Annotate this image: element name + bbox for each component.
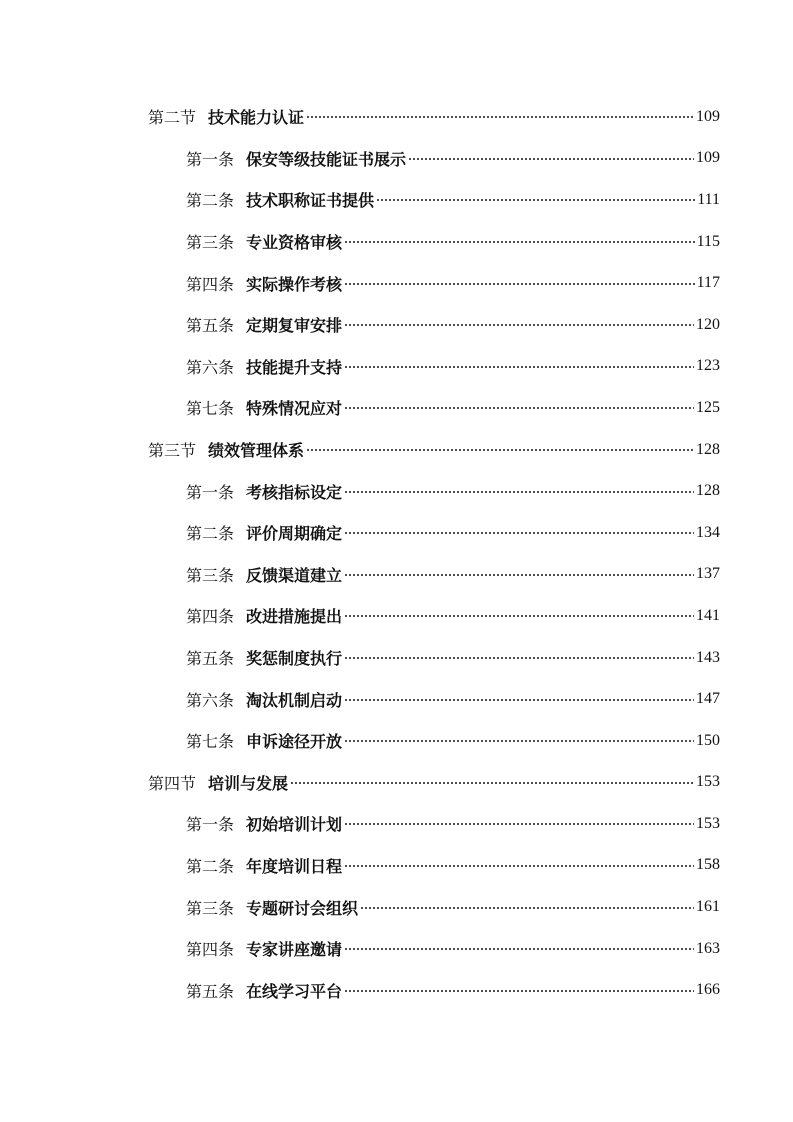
toc-entry-number: 第一条	[186, 482, 235, 502]
toc-entry-number: 第一条	[186, 815, 235, 835]
toc-entry-number: 第四节	[148, 773, 197, 793]
toc-entry-content	[186, 396, 720, 419]
toc-article-entry[interactable]	[0, 678, 793, 720]
toc-entry-content	[186, 896, 720, 919]
toc-section-entry[interactable]	[0, 96, 793, 138]
toc-entry-page-number: 137	[696, 565, 720, 583]
toc-entry-content	[186, 147, 720, 170]
toc-entry-title: 考核指标设定	[246, 482, 343, 502]
toc-entry-title: 淘汰机制启动	[246, 690, 343, 710]
dot-leader	[344, 241, 695, 243]
toc-article-entry[interactable]	[0, 554, 793, 596]
toc-entry-page-number: 147	[696, 690, 720, 708]
toc-entry-page-number: 111	[697, 190, 720, 208]
toc-entry-content	[186, 521, 720, 544]
toc-entry-number: 第四条	[186, 607, 235, 627]
toc-entry-title: 专题研讨会组织	[246, 898, 359, 918]
toc-section-entry[interactable]	[0, 762, 793, 804]
toc-entry-content	[186, 230, 720, 253]
dot-leader	[360, 907, 694, 909]
toc-article-entry[interactable]	[0, 803, 793, 845]
toc-entry-page-number: 123	[696, 357, 720, 375]
toc-entry-number: 第二条	[186, 191, 235, 211]
toc-entry-title: 特殊情况应对	[246, 399, 343, 419]
toc-entry-title: 在线学习平台	[246, 981, 343, 1001]
toc-article-entry[interactable]	[0, 346, 793, 388]
toc-entry-page-number: 115	[696, 232, 720, 250]
toc-entry-content	[186, 272, 720, 295]
dot-leader	[344, 574, 694, 576]
toc-entry-content	[148, 771, 720, 794]
toc-article-entry[interactable]	[0, 928, 793, 970]
dot-leader	[344, 324, 694, 326]
dot-leader	[306, 116, 694, 118]
toc-entry-page-number: 109	[696, 107, 720, 125]
toc-entry-title: 改进措施提出	[246, 607, 343, 627]
toc-section-entry[interactable]	[0, 429, 793, 471]
toc-entry-content	[186, 604, 720, 627]
toc-entry-number: 第七条	[186, 732, 235, 752]
toc-article-entry[interactable]	[0, 637, 793, 679]
toc-entry-page-number: 150	[696, 731, 720, 749]
toc-entry-content	[186, 729, 720, 752]
dot-leader	[344, 615, 694, 617]
toc-article-entry[interactable]	[0, 845, 793, 887]
toc-entry-title: 评价周期确定	[246, 524, 343, 544]
toc-entry-title: 培训与发展	[208, 773, 289, 793]
toc-entry-title: 初始培训计划	[246, 815, 343, 835]
toc-entry-content	[186, 480, 720, 503]
toc-entry-title: 反馈渠道建立	[246, 565, 343, 585]
dot-leader	[344, 366, 694, 368]
dot-leader	[344, 532, 694, 534]
toc-entry-page-number: 143	[696, 648, 720, 666]
toc-entry-page-number: 153	[696, 814, 720, 832]
toc-entry-content	[186, 646, 720, 669]
toc-entry-page-number: 117	[696, 274, 720, 292]
toc-entry-number: 第四条	[186, 274, 235, 294]
dot-leader	[344, 740, 694, 742]
toc-entry-page-number: 166	[696, 981, 720, 999]
toc-entry-title: 绩效管理体系	[208, 441, 305, 461]
toc-entry-content	[186, 313, 720, 336]
toc-entry-content	[186, 355, 720, 378]
dot-leader	[344, 283, 695, 285]
toc-entry-page-number: 163	[696, 939, 720, 957]
toc-article-entry[interactable]	[0, 969, 793, 1011]
toc-entry-title: 保安等级技能证书展示	[246, 149, 407, 169]
toc-entry-title: 专家讲座邀请	[246, 940, 343, 960]
dot-leader	[344, 865, 694, 867]
toc-article-entry[interactable]	[0, 886, 793, 928]
toc-entry-title: 专业资格审核	[246, 233, 343, 253]
toc-entry-number: 第五条	[186, 981, 235, 1001]
dot-leader	[344, 407, 694, 409]
toc-entry-title: 实际操作考核	[246, 274, 343, 294]
toc-article-entry[interactable]	[0, 387, 793, 429]
dot-leader	[408, 158, 694, 160]
toc-entry-title: 技术能力认证	[208, 108, 305, 128]
toc-article-entry[interactable]	[0, 512, 793, 554]
dot-leader	[344, 823, 694, 825]
toc-entry-number: 第三条	[186, 898, 235, 918]
toc-entry-page-number: 120	[696, 315, 720, 333]
toc-article-entry[interactable]	[0, 138, 793, 180]
toc-entry-content	[186, 937, 720, 960]
toc-entry-page-number: 158	[696, 856, 720, 874]
toc-article-entry[interactable]	[0, 179, 793, 221]
toc-entry-title: 技术职称证书提供	[246, 191, 375, 211]
toc-entry-number: 第四条	[186, 940, 235, 960]
toc-entry-content	[186, 188, 720, 211]
dot-leader	[344, 990, 694, 992]
toc-entry-number: 第三条	[186, 233, 235, 253]
dot-leader	[306, 449, 694, 451]
dot-leader	[344, 491, 694, 493]
toc-article-entry[interactable]	[0, 595, 793, 637]
toc-entry-title: 技能提升支持	[246, 357, 343, 377]
toc-entry-number: 第二条	[186, 524, 235, 544]
toc-article-entry[interactable]	[0, 262, 793, 304]
table-of-contents	[0, 96, 793, 1011]
toc-entry-content	[186, 854, 720, 877]
toc-entry-page-number: 134	[696, 523, 720, 541]
dot-leader	[344, 948, 694, 950]
toc-entry-content	[148, 105, 720, 128]
toc-entry-content	[186, 688, 720, 711]
toc-entry-title: 年度培训日程	[246, 856, 343, 876]
toc-article-entry[interactable]	[0, 720, 793, 762]
toc-entry-page-number: 128	[696, 482, 720, 500]
toc-entry-number: 第一条	[186, 149, 235, 169]
toc-entry-number: 第七条	[186, 399, 235, 419]
toc-entry-number: 第五条	[186, 316, 235, 336]
toc-entry-number: 第三节	[148, 441, 197, 461]
toc-entry-number: 第二条	[186, 856, 235, 876]
toc-article-entry[interactable]	[0, 221, 793, 263]
dot-leader	[344, 699, 694, 701]
toc-entry-number: 第五条	[186, 649, 235, 669]
toc-entry-content	[186, 812, 720, 835]
toc-entry-page-number: 125	[696, 398, 720, 416]
toc-entry-number: 第六条	[186, 357, 235, 377]
toc-entry-title: 定期复审安排	[246, 316, 343, 336]
toc-entry-page-number: 128	[696, 440, 720, 458]
toc-entry-content	[186, 979, 720, 1002]
toc-entry-title: 申诉途径开放	[246, 732, 343, 752]
dot-leader	[376, 199, 695, 201]
toc-article-entry[interactable]	[0, 470, 793, 512]
toc-entry-number: 第二节	[148, 108, 197, 128]
dot-leader	[344, 657, 694, 659]
toc-article-entry[interactable]	[0, 304, 793, 346]
dot-leader	[290, 782, 694, 784]
toc-entry-number: 第六条	[186, 690, 235, 710]
toc-entry-page-number: 141	[696, 606, 720, 624]
toc-entry-page-number: 161	[696, 898, 720, 916]
toc-entry-page-number: 153	[696, 773, 720, 791]
toc-entry-content	[186, 563, 720, 586]
toc-entry-title: 奖惩制度执行	[246, 649, 343, 669]
toc-entry-page-number: 109	[696, 149, 720, 167]
toc-entry-content	[148, 438, 720, 461]
toc-entry-number: 第三条	[186, 565, 235, 585]
